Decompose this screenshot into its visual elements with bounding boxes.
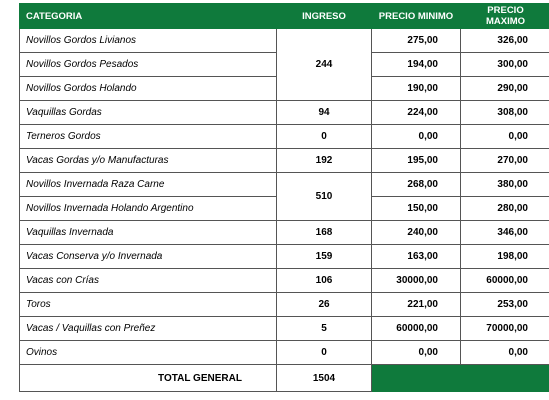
total-general-label: TOTAL GENERAL — [20, 365, 277, 392]
table-row — [20, 293, 549, 317]
categoria-cell: Vaquillas Invernada — [20, 221, 277, 245]
precio-minimo-cell: 221,00 — [372, 293, 461, 317]
precios-table — [19, 3, 549, 392]
ingreso-cell: 5 — [277, 317, 372, 341]
table-row — [20, 101, 549, 125]
table-row — [20, 149, 549, 173]
categoria-cell: Vaquillas Gordas — [20, 101, 277, 125]
precio-maximo-cell: 380,00 — [461, 173, 549, 197]
table-row — [20, 173, 549, 197]
categoria-cell: Terneros Gordos — [20, 125, 277, 149]
table-row — [20, 269, 549, 293]
table-row — [20, 125, 549, 149]
categoria-cell: Novillos Gordos Livianos — [20, 29, 277, 53]
ingreso-cell: 159 — [277, 245, 372, 269]
table-row — [20, 221, 549, 245]
precio-minimo-cell: 268,00 — [372, 173, 461, 197]
ingreso-cell: 26 — [277, 293, 372, 317]
precio-maximo-cell: 300,00 — [461, 53, 549, 77]
categoria-cell: Vacas / Vaquillas con Preñez — [20, 317, 277, 341]
precio-maximo-cell: 198,00 — [461, 245, 549, 269]
ingreso-cell: 244 — [277, 29, 372, 101]
categoria-cell: Toros — [20, 293, 277, 317]
precio-maximo-cell: 270,00 — [461, 149, 549, 173]
precio-maximo-cell: 60000,00 — [461, 269, 549, 293]
categoria-cell: Vacas con Crías — [20, 269, 277, 293]
categoria-cell: Novillos Invernada Raza Carne — [20, 173, 277, 197]
ingreso-cell: 94 — [277, 101, 372, 125]
precio-minimo-cell: 224,00 — [372, 101, 461, 125]
precio-maximo-cell: 0,00 — [461, 125, 549, 149]
precio-maximo-cell: 290,00 — [461, 77, 549, 101]
precio-minimo-cell: 30000,00 — [372, 269, 461, 293]
total-row — [20, 365, 549, 392]
precio-minimo-cell: 190,00 — [372, 77, 461, 101]
header-ingreso: INGRESO — [277, 4, 372, 29]
categoria-cell: Vacas Conserva y/o Invernada — [20, 245, 277, 269]
total-green-block — [372, 365, 549, 392]
precio-maximo-cell: 70000,00 — [461, 317, 549, 341]
precio-minimo-cell: 194,00 — [372, 53, 461, 77]
table-row — [20, 341, 549, 365]
categoria-cell: Novillos Gordos Pesados — [20, 53, 277, 77]
precio-minimo-cell: 275,00 — [372, 29, 461, 53]
categoria-cell: Novillos Invernada Holando Argentino — [20, 197, 277, 221]
total-ingreso-cell: 1504 — [277, 365, 372, 392]
categoria-cell: Vacas Gordas y/o Manufacturas — [20, 149, 277, 173]
table-row — [20, 245, 549, 269]
ingreso-cell: 0 — [277, 125, 372, 149]
precio-maximo-cell: 346,00 — [461, 221, 549, 245]
precio-maximo-cell: 0,00 — [461, 341, 549, 365]
precio-minimo-cell: 150,00 — [372, 197, 461, 221]
precio-maximo-cell: 253,00 — [461, 293, 549, 317]
ingreso-cell: 168 — [277, 221, 372, 245]
table-row — [20, 29, 549, 53]
header-row — [20, 4, 549, 29]
precio-minimo-cell: 163,00 — [372, 245, 461, 269]
categoria-cell: Novillos Gordos Holando — [20, 77, 277, 101]
ingreso-cell: 106 — [277, 269, 372, 293]
precio-maximo-cell: 326,00 — [461, 29, 549, 53]
ingreso-cell: 510 — [277, 173, 372, 221]
precio-minimo-cell: 60000,00 — [372, 317, 461, 341]
precio-minimo-cell: 0,00 — [372, 125, 461, 149]
precio-minimo-cell: 195,00 — [372, 149, 461, 173]
header-categoria: CATEGORIA — [20, 4, 277, 29]
header-precio-maximo: PRECIO MAXIMO — [461, 4, 549, 29]
precio-maximo-cell: 280,00 — [461, 197, 549, 221]
precio-minimo-cell: 0,00 — [372, 341, 461, 365]
precio-maximo-cell: 308,00 — [461, 101, 549, 125]
table-row — [20, 317, 549, 341]
ingreso-cell: 0 — [277, 341, 372, 365]
categoria-cell: Ovinos — [20, 341, 277, 365]
ingreso-cell: 192 — [277, 149, 372, 173]
header-precio-minimo: PRECIO MINIMO — [372, 4, 461, 29]
precio-minimo-cell: 240,00 — [372, 221, 461, 245]
